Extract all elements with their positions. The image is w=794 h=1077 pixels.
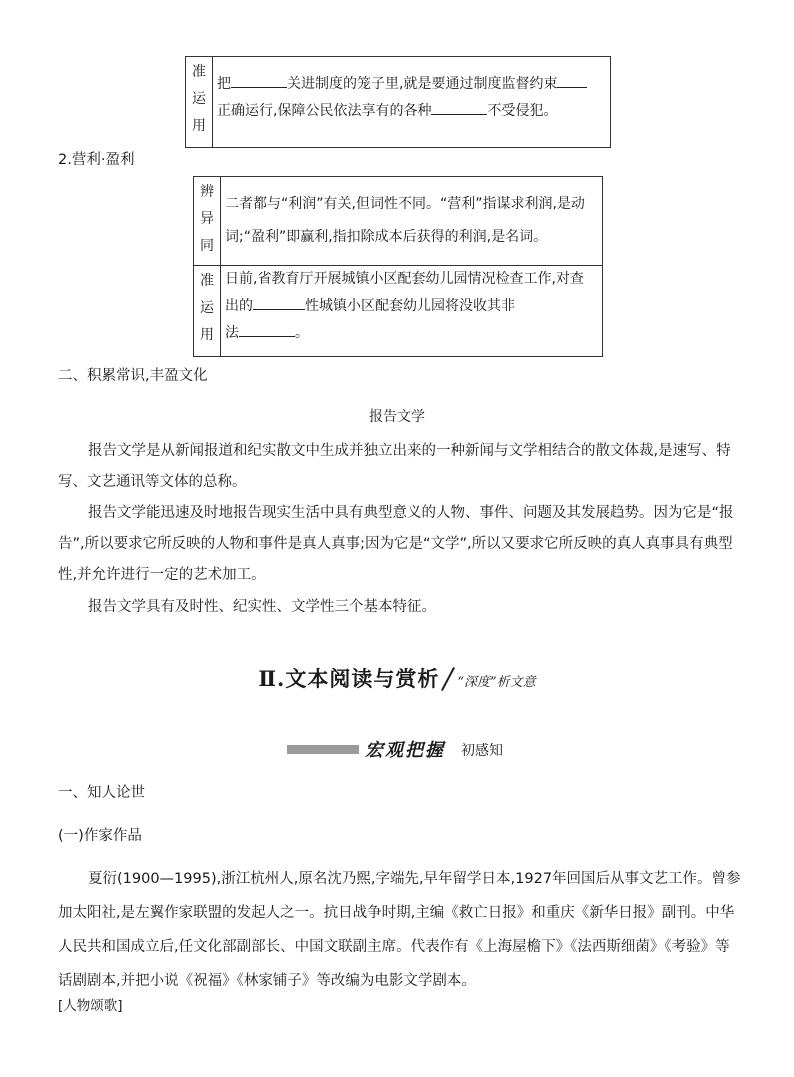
usage-text: 把 关进制度的笼子里,就是要通过制度监督约束 正确运行,保障公民依法享有的各种 不受侵犯。 [213, 57, 611, 148]
part-two-title: Ⅱ.文本阅读与赏析 [258, 666, 440, 691]
sub-heading-author-works: (一)作家作品 [58, 828, 142, 844]
macro-subtitle: 初感知 [461, 743, 503, 759]
distinguish-label: 辨 异 同 [194, 177, 221, 266]
slash-divider [441, 667, 455, 691]
bracket-label: [人物颂歌] [58, 998, 123, 1014]
report-paragraph-1: 报告文学是从新闻报道和纪实散文中生成并独立出来的一种新闻与文学相结合的散文体裁,是速写、特写、文艺通讯等文体的总称。 [58, 443, 731, 490]
section-heading-two: 二、积累常识,丰盈文化 [58, 368, 208, 384]
macro-title: 宏观把握 [365, 740, 445, 761]
distinguish-text: 二者都与“利润”有关,但词性不同。“营利”指谋求利润,是动 词;“盈利”即赢利,指扣除成本后获得的利润,是名词。 [221, 177, 603, 266]
section-heading-one: 一、知人论世 [58, 785, 145, 801]
report-title: 报告文学 [369, 409, 425, 425]
fill-blank[interactable] [431, 100, 487, 115]
part-two-subtitle: “深度”析文意 [457, 675, 536, 690]
author-paragraph: 夏衍(1900—1995),浙江杭州人,原名沈乃熙,字端先,早年留学日本,1927年回国后从事文艺工作。曾参加太阳社,是左翼作家联盟的发起人之一。抗日战争时期,主编《救亡日报》和重庆《新华日报》副刊。中华人民共和国成立后,任文化部副部长、中国文联副主席。代表作有《上海屋檐下》《法西斯细菌》《考验》等话剧剧本,并把小说《祝福》《林家铺子》等改编为电影文学剧本。 [58, 871, 741, 989]
usage-label: 准 运 用 [186, 57, 213, 148]
fill-blank[interactable] [231, 73, 287, 88]
decorative-bar [287, 745, 359, 754]
usage-label: 准 运 用 [194, 266, 221, 357]
report-paragraph-2: 报告文学能迅速及时地报告现实生活中具有典型意义的人物、事件、问题及其发展趋势。因为它是“报告”,所以要求它所反映的人物和事件是真人真事;因为它是“文学”,所以又要求它所反映的真人真事具有典型性,并允许进行一定的艺术加工。 [58, 505, 734, 583]
usage-table-1 [185, 56, 611, 148]
fill-blank[interactable] [557, 73, 587, 88]
report-paragraph-3: 报告文学具有及时性、纪实性、文学性三个基本特征。 [88, 599, 436, 615]
part-two-header [0, 663, 794, 693]
fill-blank[interactable] [239, 322, 295, 337]
usage-table-2 [193, 176, 603, 357]
heading-yingli: 2.营利·盈利 [58, 152, 135, 168]
fill-blank[interactable] [253, 295, 305, 310]
usage-text: 日前,省教育厅开展城镇小区配套幼儿园情况检查工作,对查 出的 性城镇小区配套幼儿园将没收其非 法 。 [221, 266, 603, 357]
